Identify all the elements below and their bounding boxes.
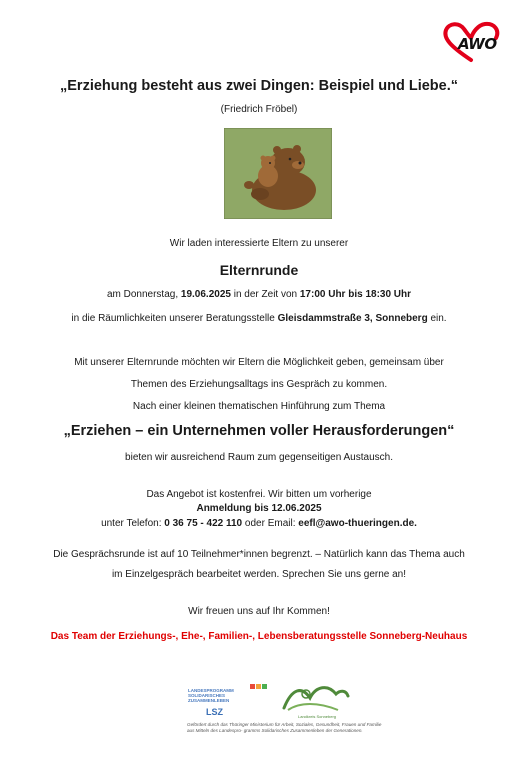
event-time: 17:00 Uhr bis 18:30 Uhr [299,289,412,300]
location-line: in die Räumlichkeiten unserer Beratungsstelle Gleisdammstraße 3, Sonneberg ein. [71,313,447,324]
lsz-line-2: SOLIDARISCHES [188,693,226,698]
quote: „Erziehung besteht aus zwei Dingen: Beispiel und Liebe.“ [60,78,458,94]
phone-number: 0 36 75 - 422 110 [164,518,243,529]
date-line: am Donnerstag, 19.06.2025 in der Zeit von 17:00 Uhr bis 18:30 Uhr [106,289,412,300]
landkreis-sonneberg-logo [278,680,352,720]
welcome-text: Wir freuen uns auf Ihr Kommen! [188,606,330,617]
event-address: Gleisdammstraße 3, Sonneberg [277,313,428,324]
limit-line-1: Die Gesprächsrunde ist auf 10 Teilnehmer*innen begrenzt. – Natürlich kann das Thema auch [53,549,465,560]
landkreis-label: Landkreis Sonneberg [298,714,337,719]
topic-title: „Erziehen – ein Unternehmen voller Herausforderungen“ [63,423,455,439]
paragraph-line-2: Themen des Erziehungsalltags ins Gespräch zu kommen. [130,379,388,390]
paragraph-line-1: Mit unserer Elternrunde möchten wir Eltern die Möglichkeit geben, gemeinsam über [74,357,444,368]
limit-line-2: im Einzelgespräch bearbeitet werden. Sprechen Sie uns gerne an! [111,569,407,580]
bear-illustration [224,128,332,219]
paragraph-line-3: Nach einer kleinen thematischen Hinführung zum Thema [132,401,386,412]
lsz-short: LSZ [206,707,223,717]
registration-deadline: Anmeldung bis 12.06.2025 [196,503,322,514]
quote-author: (Friedrich Fröbel) [220,104,298,115]
funding-note: Gefördert durch das Thüringer Ministerium für Arbeit, Soziales, Gesundheit, Frauen und Familie aus Mitteln des Landespro- gramms Solidarisches Zusammenleben der Generationen. [187,722,382,733]
exchange-text: bieten wir ausreichend Raum zum gegenseitigen Austausch. [125,452,393,463]
event-date: 19.06.2025 [180,289,231,300]
awo-logo-text: AWO [458,35,497,53]
free-text: Das Angebot ist kostenfrei. Wir bitten um vorherige [146,489,372,500]
event-name: Elternrunde [219,262,299,278]
contact-line: unter Telefon: 0 36 75 - 422 110 oder Email: eefl@awo-thueringen.de. [101,518,417,529]
lsz-line-3: ZUSAMMENLEBEN [188,698,230,703]
team-signature: Das Team der Erziehungs-, Ehe-, Familien-, Lebensberatungsstelle Sonneberg-Neuhaus [50,631,468,642]
lsz-line-1: LANDESPROGRAMM [188,688,234,693]
invite-text: Wir laden interessierte Eltern zu unserer [169,238,349,249]
email-address: eefl@awo-thueringen.de. [298,518,417,529]
